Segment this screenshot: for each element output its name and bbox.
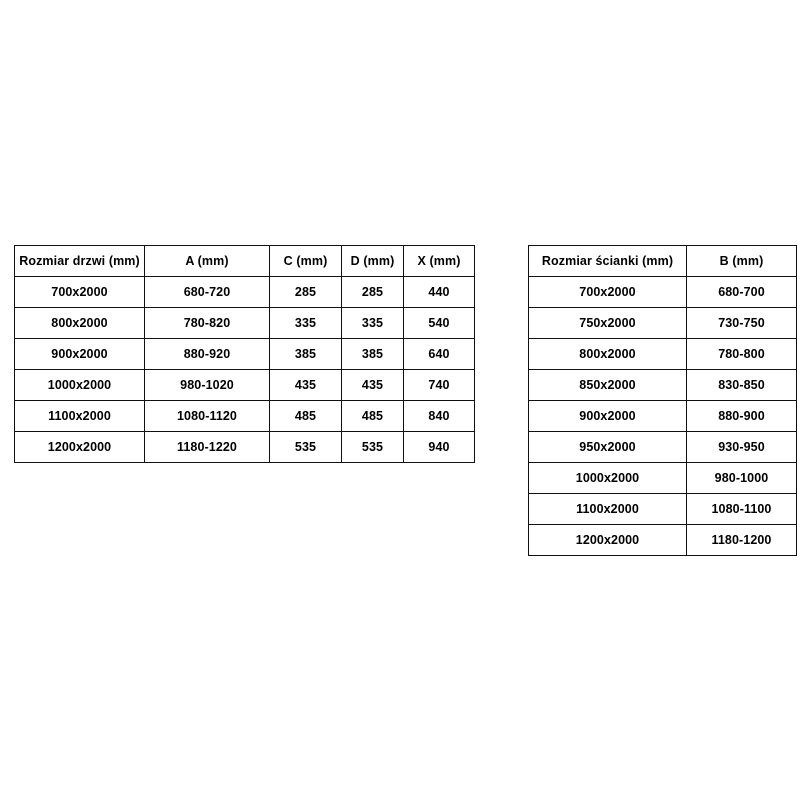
cell-b: 830-850 [687,370,797,401]
cell-b: 930-950 [687,432,797,463]
table-row [529,525,797,556]
cell-b: 680-700 [687,277,797,308]
table-row [15,308,475,339]
cell-b: 730-750 [687,308,797,339]
cell-c: 285 [270,277,342,308]
column-header-x: X (mm) [404,246,475,277]
column-header-a: A (mm) [145,246,270,277]
table-row [529,277,797,308]
cell-b: 1180-1200 [687,525,797,556]
cell-x: 940 [404,432,475,463]
cell-c: 385 [270,339,342,370]
doors-dimensions-table [14,245,475,463]
table-row [15,277,475,308]
table-row [529,401,797,432]
cell-wall-size: 750x2000 [529,308,687,339]
table-header-row [529,246,797,277]
table-row [529,463,797,494]
column-header-door-size: Rozmiar drzwi (mm) [15,246,145,277]
cell-d: 435 [342,370,404,401]
cell-door-size: 800x2000 [15,308,145,339]
table-row [15,401,475,432]
column-header-wall-size: Rozmiar ścianki (mm) [529,246,687,277]
cell-wall-size: 850x2000 [529,370,687,401]
cell-wall-size: 1100x2000 [529,494,687,525]
cell-a: 1180-1220 [145,432,270,463]
table-row [15,432,475,463]
wall-dimensions-table [528,245,797,556]
cell-d: 485 [342,401,404,432]
cell-wall-size: 950x2000 [529,432,687,463]
cell-d: 335 [342,308,404,339]
table-header-row [15,246,475,277]
table-row [529,339,797,370]
table-row [15,339,475,370]
cell-a: 880-920 [145,339,270,370]
cell-b: 880-900 [687,401,797,432]
column-header-b: B (mm) [687,246,797,277]
cell-d: 385 [342,339,404,370]
table-row [15,370,475,401]
cell-wall-size: 1200x2000 [529,525,687,556]
cell-wall-size: 900x2000 [529,401,687,432]
cell-a: 1080-1120 [145,401,270,432]
cell-door-size: 1100x2000 [15,401,145,432]
cell-x: 440 [404,277,475,308]
cell-door-size: 1200x2000 [15,432,145,463]
cell-c: 535 [270,432,342,463]
cell-x: 840 [404,401,475,432]
cell-door-size: 900x2000 [15,339,145,370]
cell-a: 780-820 [145,308,270,339]
column-header-c: C (mm) [270,246,342,277]
cell-wall-size: 700x2000 [529,277,687,308]
cell-a: 680-720 [145,277,270,308]
cell-c: 485 [270,401,342,432]
cell-b: 1080-1100 [687,494,797,525]
cell-door-size: 1000x2000 [15,370,145,401]
cell-x: 640 [404,339,475,370]
cell-c: 335 [270,308,342,339]
cell-x: 740 [404,370,475,401]
column-header-d: D (mm) [342,246,404,277]
cell-b: 780-800 [687,339,797,370]
cell-d: 285 [342,277,404,308]
cell-wall-size: 1000x2000 [529,463,687,494]
table-row [529,308,797,339]
table-row [529,432,797,463]
cell-b: 980-1000 [687,463,797,494]
cell-wall-size: 800x2000 [529,339,687,370]
table-row [529,494,797,525]
cell-c: 435 [270,370,342,401]
cell-a: 980-1020 [145,370,270,401]
cell-door-size: 700x2000 [15,277,145,308]
cell-x: 540 [404,308,475,339]
table-row [529,370,797,401]
cell-d: 535 [342,432,404,463]
